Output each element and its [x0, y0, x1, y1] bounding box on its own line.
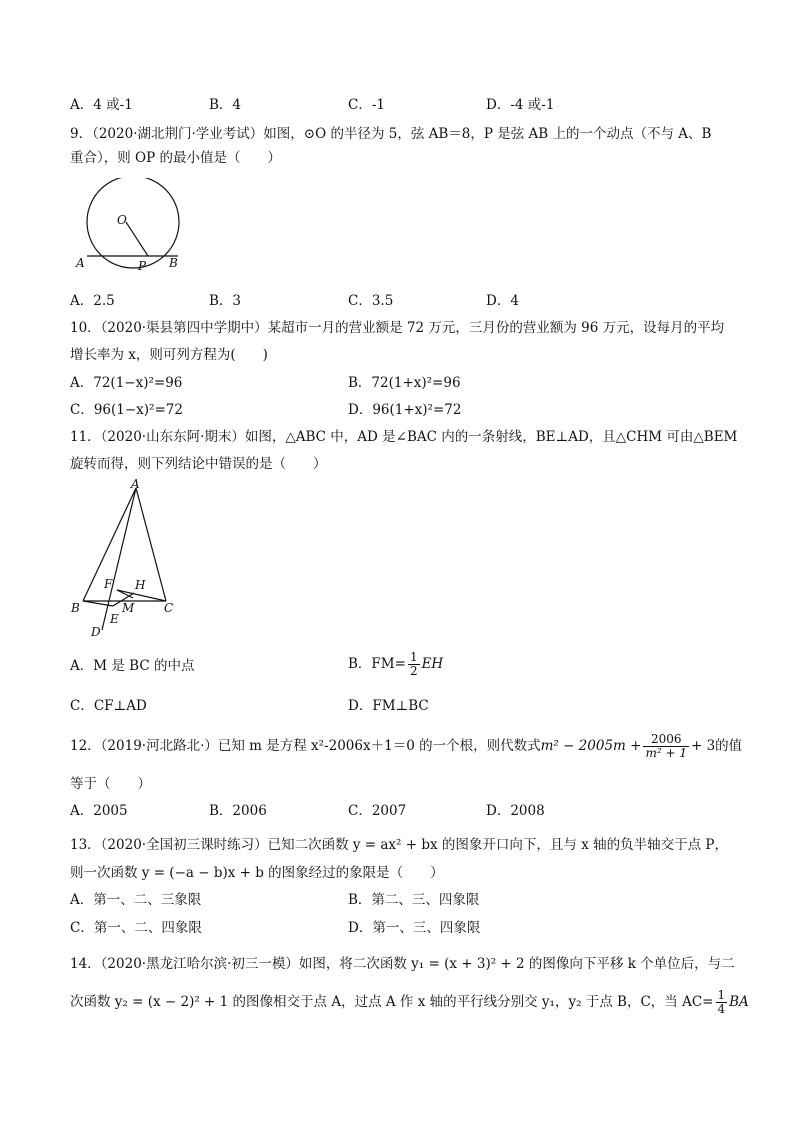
q12-text-line2: 等于（ ）: [70, 776, 151, 792]
q9-option-d: D．4: [486, 293, 519, 309]
label-b: B: [169, 256, 178, 270]
q8-option-d: D．-4 或-1: [486, 97, 555, 113]
q11-text-line2: 旋转而得，则下列结论中错误的是（ ）: [70, 456, 327, 472]
label-a: A: [76, 256, 85, 270]
q8-option-a: A．4 或-1: [70, 97, 133, 113]
q14-text-line2: [70, 989, 749, 1016]
q8-option-b: B．4: [209, 97, 242, 113]
q13-option-c: C．第一、二、四象限: [70, 920, 202, 936]
q14-line2-tail: BA: [729, 994, 749, 1010]
q14-text-line1: 14．（2020·黑龙江哈尔滨·初三一模）如图，将二次函数 y₁ = (x + 3)² + 2 的图像向下平移 k 个单位后，与二: [70, 956, 735, 972]
circle-o: [87, 178, 179, 268]
q11-option-b-suffix: EH: [421, 656, 444, 672]
label-o: O: [117, 213, 127, 227]
q12-tail: 的值: [715, 738, 743, 754]
q12-fraction: [643, 733, 689, 760]
q11-triangle-figure: [68, 476, 188, 642]
label-a: A: [131, 477, 140, 491]
label-h: H: [135, 578, 146, 592]
label-d: D: [91, 625, 101, 639]
q12-fraction-denominator: m² + 1: [645, 746, 687, 760]
q14-fraction-denominator: 4: [717, 1002, 726, 1016]
q12-option-c: C．2007: [348, 803, 407, 819]
q10-text-line2: 增长率为 x，则可列方程为( ): [70, 347, 268, 363]
q11-option-c: C．CF⊥AD: [70, 698, 147, 714]
q12-expression-part2: + 3: [690, 738, 716, 754]
q11-option-b: [348, 651, 443, 678]
q9-circle-figure: [70, 178, 190, 278]
q10-option-b: B．72(1+x)²=96: [348, 375, 461, 391]
label-m: M: [122, 601, 135, 615]
segment-op: [126, 222, 148, 256]
q12-option-b: B．2006: [209, 803, 267, 819]
q11-option-b-denominator: 2: [409, 664, 418, 678]
label-b: B: [71, 601, 80, 615]
q13-option-a: A．第一、二、三象限: [70, 892, 202, 908]
q9-text-line1: 9．（2020·湖北荆门·学业考试）如图，⊙O 的半径为 5，弦 AB＝8，P 是弦 AB 上的一个动点（不与 A、B: [70, 126, 712, 142]
q8-option-c: C．-1: [348, 97, 385, 113]
q10-option-d: D．96(1+x)²=72: [348, 402, 462, 418]
label-f: F: [104, 577, 113, 591]
q12-expression-part1: m² − 2005m +: [540, 738, 642, 754]
label-c: C: [164, 601, 174, 615]
q11-option-b-prefix: B．FM=: [348, 656, 406, 672]
q12-text-line1: [70, 733, 742, 760]
q14-fraction-numerator: 1: [717, 988, 726, 1002]
label-p: P: [138, 259, 147, 273]
q13-option-d: D．第一、三、四象限: [348, 920, 481, 936]
q12-option-a: A．2005: [70, 803, 128, 819]
q14-line2-text: 次函数 y₂ = (x − 2)² + 1 的图像相交于点 A，过点 A 作 x 轴的平行线分别交 y₁，y₂ 于点 B，C，当 AC=: [70, 994, 714, 1010]
q12-option-d: D．2008: [486, 803, 545, 819]
q13-text-line2: 则一次函数 y = (−a − b)x + b 的图象经过的象限是（ ）: [70, 865, 444, 881]
q12-fraction-numerator: 2006: [643, 733, 689, 747]
q9-option-a: A．2.5: [70, 293, 115, 309]
q11-text-line1: 11．（2020·山东东阿·期末）如图，△ABC 中，AD 是∠BAC 内的一条射线，BE⊥AD，且△CHM 可由△BEM: [70, 429, 738, 445]
label-e: E: [110, 612, 119, 626]
q14-fraction: [716, 989, 728, 1016]
q11-option-d: D．FM⊥BC: [348, 698, 429, 714]
q10-option-a: A．72(1−x)²=96: [70, 375, 183, 391]
q11-option-b-fraction: [408, 651, 420, 678]
q11-option-b-numerator: 1: [409, 650, 418, 664]
q9-option-b: B．3: [209, 293, 242, 309]
q12-intro: 12．（2019·河北路北·）已知 m 是方程 x²-2006x＋1＝0 的一个根，则代数式: [70, 738, 541, 754]
q11-option-a: A．M 是 BC 的中点: [70, 658, 195, 674]
q9-option-c: C．3.5: [348, 293, 394, 309]
q10-text-line1: 10．（2020·渠县第四中学期中）某超市一月的营业额是 72 万元，三月份的营业额为 96 万元，设每月的平均: [70, 320, 725, 336]
q13-text-line1: 13．（2020·全国初三课时练习）已知二次函数 y = ax² + bx 的图象开口向下，且与 x 轴的负半轴交于点 P，: [70, 837, 728, 853]
q9-text-line2: 重合），则 OP 的最小值是（ ）: [70, 150, 281, 166]
q10-option-c: C．96(1−x)²=72: [70, 402, 183, 418]
q13-option-b: B．第二、三、四象限: [348, 892, 480, 908]
